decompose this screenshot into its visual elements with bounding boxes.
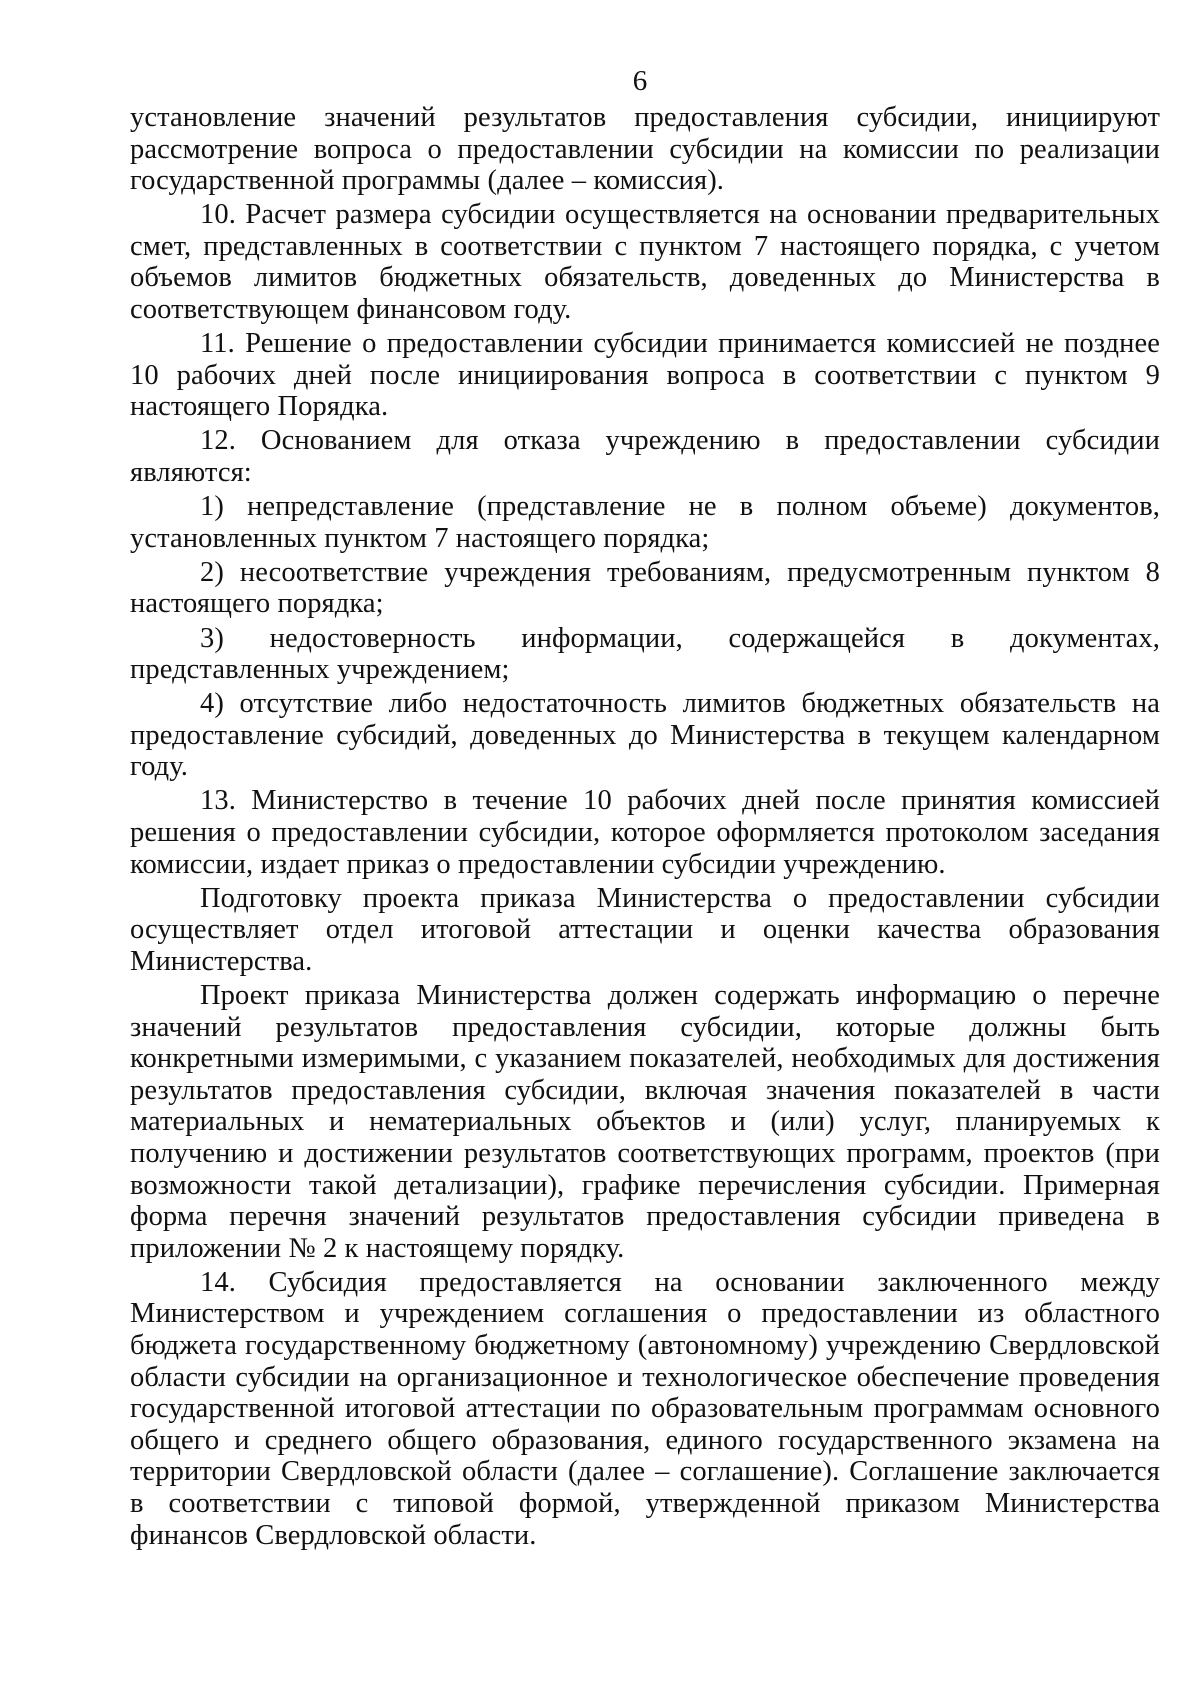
paragraph-order-content: Проект приказа Министерства должен содержать информацию о перечне значений результатов предоставления субсидии, которые должны быть конкретными измеримыми, с указанием показателей, необходимых для достижения результатов предоставления субсидии, включая значения показателей в части материальных и нематериальных объектов и (или) услуг, планируемых к получению и достижении результатов соответствующих программ, проектов (при возможности такой детализации), графике перечисления субсидии. Примерная форма перечня значений результатов предоставления субсидии приведена в приложении № 2 к настоящему порядку. xyxy=(130,980,1160,1264)
subitem-2: 2) несоответствие учреждения требованиям, предусмотренным пунктом 8 настоящего порядка; xyxy=(130,556,1160,620)
paragraph-item-10: 10. Расчет размера субсидии осуществляется на основании предварительных смет, представленных в соответствии с пунктом 7 настоящего порядка, с учетом объемов лимитов бюджетных обязательств, доведенных до Министерства в соответствующем финансовом году. xyxy=(130,199,1160,326)
subitem-4: 4) отсутствие либо недостаточность лимитов бюджетных обязательств на предоставление субсидий, доведенных до Министерства в текущем календарном году. xyxy=(130,688,1160,783)
paragraph-item-11: 11. Решение о предоставлении субсидии принимается комиссией не позднее 10 рабочих дней после инициирования вопроса в соответствии с пунктом 9 настоящего Порядка. xyxy=(130,328,1160,423)
subitem-1: 1) непредставление (представление не в полном объеме) документов, установленных пунктом 7 настоящего порядка; xyxy=(130,491,1160,554)
subitem-3: 3) недостоверность информации, содержащейся в документах, представленных учреждением; xyxy=(130,622,1160,686)
document-body xyxy=(130,102,1160,1554)
paragraph-continuation: установление значений результатов предоставления субсидии, инициируют рассмотрение вопроса о предоставлении субсидии на комиссии по реализации государственной программы (далее – комиссия). xyxy=(130,102,1160,197)
paragraph-item-13: 13. Министерство в течение 10 рабочих дней после принятия комиссией решения о предоставлении субсидии, которое оформляется протоколом заседания комиссии, издает приказ о предоставлении субсидии учреждению. xyxy=(130,785,1160,880)
paragraph-item-12: 12. Основанием для отказа учреждению в предоставлении субсидии являются: xyxy=(130,425,1160,489)
paragraph-item-14: 14. Субсидия предоставляется на основании заключенного между Министерством и учреждением соглашения о предоставлении из областного бюджета государственному бюджетному (автономному) учреждению Свердловской области субсидии на организационное и технологическое обеспечение проведения государственной итоговой аттестации по образовательным программам основного общего и среднего общего образования, единого государственного экзамена на территории Свердловской области (далее – соглашение). Соглашение заключается в соответствии с типовой формой, утвержденной приказом Министерства финансов Свердловской области. xyxy=(130,1266,1160,1551)
paragraph-order-preparation: Подготовку проекта приказа Министерства о предоставлении субсидии осуществляет отдел итоговой аттестации и оценки качества образования Министерства. xyxy=(130,882,1160,977)
page-number: 6 xyxy=(632,65,648,97)
